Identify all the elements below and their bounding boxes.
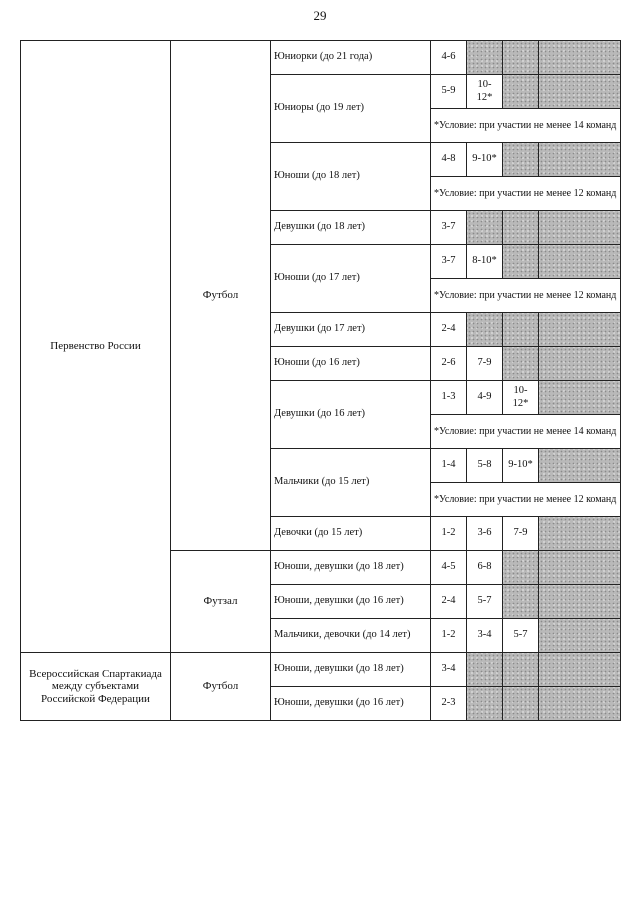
shaded-empty-cell: [503, 245, 539, 279]
category-cell: Девушки (до 17 лет): [271, 313, 431, 347]
shaded-empty-cell: [539, 381, 621, 415]
place-range-cell: 9-10*: [467, 143, 503, 177]
shaded-empty-cell: [539, 687, 621, 721]
condition-note: *Условие: при участии не менее 14 команд: [431, 415, 621, 449]
shaded-empty-cell: [539, 449, 621, 483]
condition-note: *Условие: при участии не менее 14 команд: [431, 109, 621, 143]
place-range-cell: 5-9: [431, 75, 467, 109]
shaded-empty-cell: [503, 75, 539, 109]
place-range-cell: 4-5: [431, 551, 467, 585]
place-range-cell: 10-12*: [503, 381, 539, 415]
place-range-cell: 3-6: [467, 517, 503, 551]
place-range-cell: 3-7: [431, 211, 467, 245]
place-range-cell: 7-9: [467, 347, 503, 381]
shaded-empty-cell: [539, 313, 621, 347]
event-cell: Первенство России: [21, 41, 171, 653]
place-range-cell: 4-8: [431, 143, 467, 177]
place-range-cell: 1-3: [431, 381, 467, 415]
place-range-cell: 8-10*: [467, 245, 503, 279]
place-range-cell: 2-6: [431, 347, 467, 381]
category-cell: Юноши, девушки (до 18 лет): [271, 653, 431, 687]
page-number: 29: [313, 8, 327, 23]
shaded-empty-cell: [539, 143, 621, 177]
place-range-cell: 10-12*: [467, 75, 503, 109]
category-cell: Юниоры (до 19 лет): [271, 75, 431, 143]
sport-cell: Футбол: [171, 653, 271, 721]
category-cell: Юноши, девушки (до 16 лет): [271, 585, 431, 619]
shaded-empty-cell: [539, 75, 621, 109]
shaded-empty-cell: [539, 619, 621, 653]
results-table-container: [20, 40, 620, 721]
shaded-empty-cell: [467, 313, 503, 347]
place-range-cell: 3-4: [467, 619, 503, 653]
shaded-empty-cell: [467, 687, 503, 721]
place-range-cell: 4-6: [431, 41, 467, 75]
sport-cell: Футбол: [171, 41, 271, 551]
place-range-cell: 3-4: [431, 653, 467, 687]
shaded-empty-cell: [467, 41, 503, 75]
category-cell: Юноши, девушки (до 18 лет): [271, 551, 431, 585]
shaded-empty-cell: [539, 41, 621, 75]
condition-note: *Условие: при участии не менее 12 команд: [431, 177, 621, 211]
shaded-empty-cell: [539, 211, 621, 245]
shaded-empty-cell: [467, 211, 503, 245]
shaded-empty-cell: [503, 687, 539, 721]
place-range-cell: 9-10*: [503, 449, 539, 483]
category-cell: Девушки (до 18 лет): [271, 211, 431, 245]
shaded-empty-cell: [539, 245, 621, 279]
category-cell: Юноши (до 17 лет): [271, 245, 431, 313]
shaded-empty-cell: [467, 653, 503, 687]
category-cell: Юноши (до 16 лет): [271, 347, 431, 381]
category-cell: Юноши (до 18 лет): [271, 143, 431, 211]
shaded-empty-cell: [539, 653, 621, 687]
category-cell: Юниорки (до 21 года): [271, 41, 431, 75]
place-range-cell: 1-2: [431, 619, 467, 653]
shaded-empty-cell: [539, 517, 621, 551]
place-range-cell: 3-7: [431, 245, 467, 279]
shaded-empty-cell: [503, 41, 539, 75]
place-range-cell: 2-4: [431, 313, 467, 347]
category-cell: Юноши, девушки (до 16 лет): [271, 687, 431, 721]
event-cell: Всероссийская Спартакиада между субъектами Российской Федерации: [21, 653, 171, 721]
condition-note: *Условие: при участии не менее 12 команд: [431, 483, 621, 517]
shaded-empty-cell: [503, 143, 539, 177]
place-range-cell: 5-7: [467, 585, 503, 619]
place-range-cell: 5-8: [467, 449, 503, 483]
results-table: [20, 40, 621, 721]
shaded-empty-cell: [539, 585, 621, 619]
place-range-cell: 2-3: [431, 687, 467, 721]
place-range-cell: 6-8: [467, 551, 503, 585]
place-range-cell: 4-9: [467, 381, 503, 415]
shaded-empty-cell: [539, 347, 621, 381]
sport-cell: Футзал: [171, 551, 271, 653]
shaded-empty-cell: [503, 653, 539, 687]
category-cell: Девочки (до 15 лет): [271, 517, 431, 551]
shaded-empty-cell: [503, 347, 539, 381]
place-range-cell: 1-2: [431, 517, 467, 551]
condition-note: *Условие: при участии не менее 12 команд: [431, 279, 621, 313]
table-row: [21, 41, 621, 75]
shaded-empty-cell: [503, 585, 539, 619]
shaded-empty-cell: [503, 313, 539, 347]
place-range-cell: 1-4: [431, 449, 467, 483]
category-cell: Девушки (до 16 лет): [271, 381, 431, 449]
shaded-empty-cell: [503, 551, 539, 585]
shaded-empty-cell: [503, 211, 539, 245]
place-range-cell: 2-4: [431, 585, 467, 619]
shaded-empty-cell: [539, 551, 621, 585]
category-cell: Мальчики (до 15 лет): [271, 449, 431, 517]
place-range-cell: 5-7: [503, 619, 539, 653]
category-cell: Мальчики, девочки (до 14 лет): [271, 619, 431, 653]
place-range-cell: 7-9: [503, 517, 539, 551]
table-row: [21, 653, 621, 687]
